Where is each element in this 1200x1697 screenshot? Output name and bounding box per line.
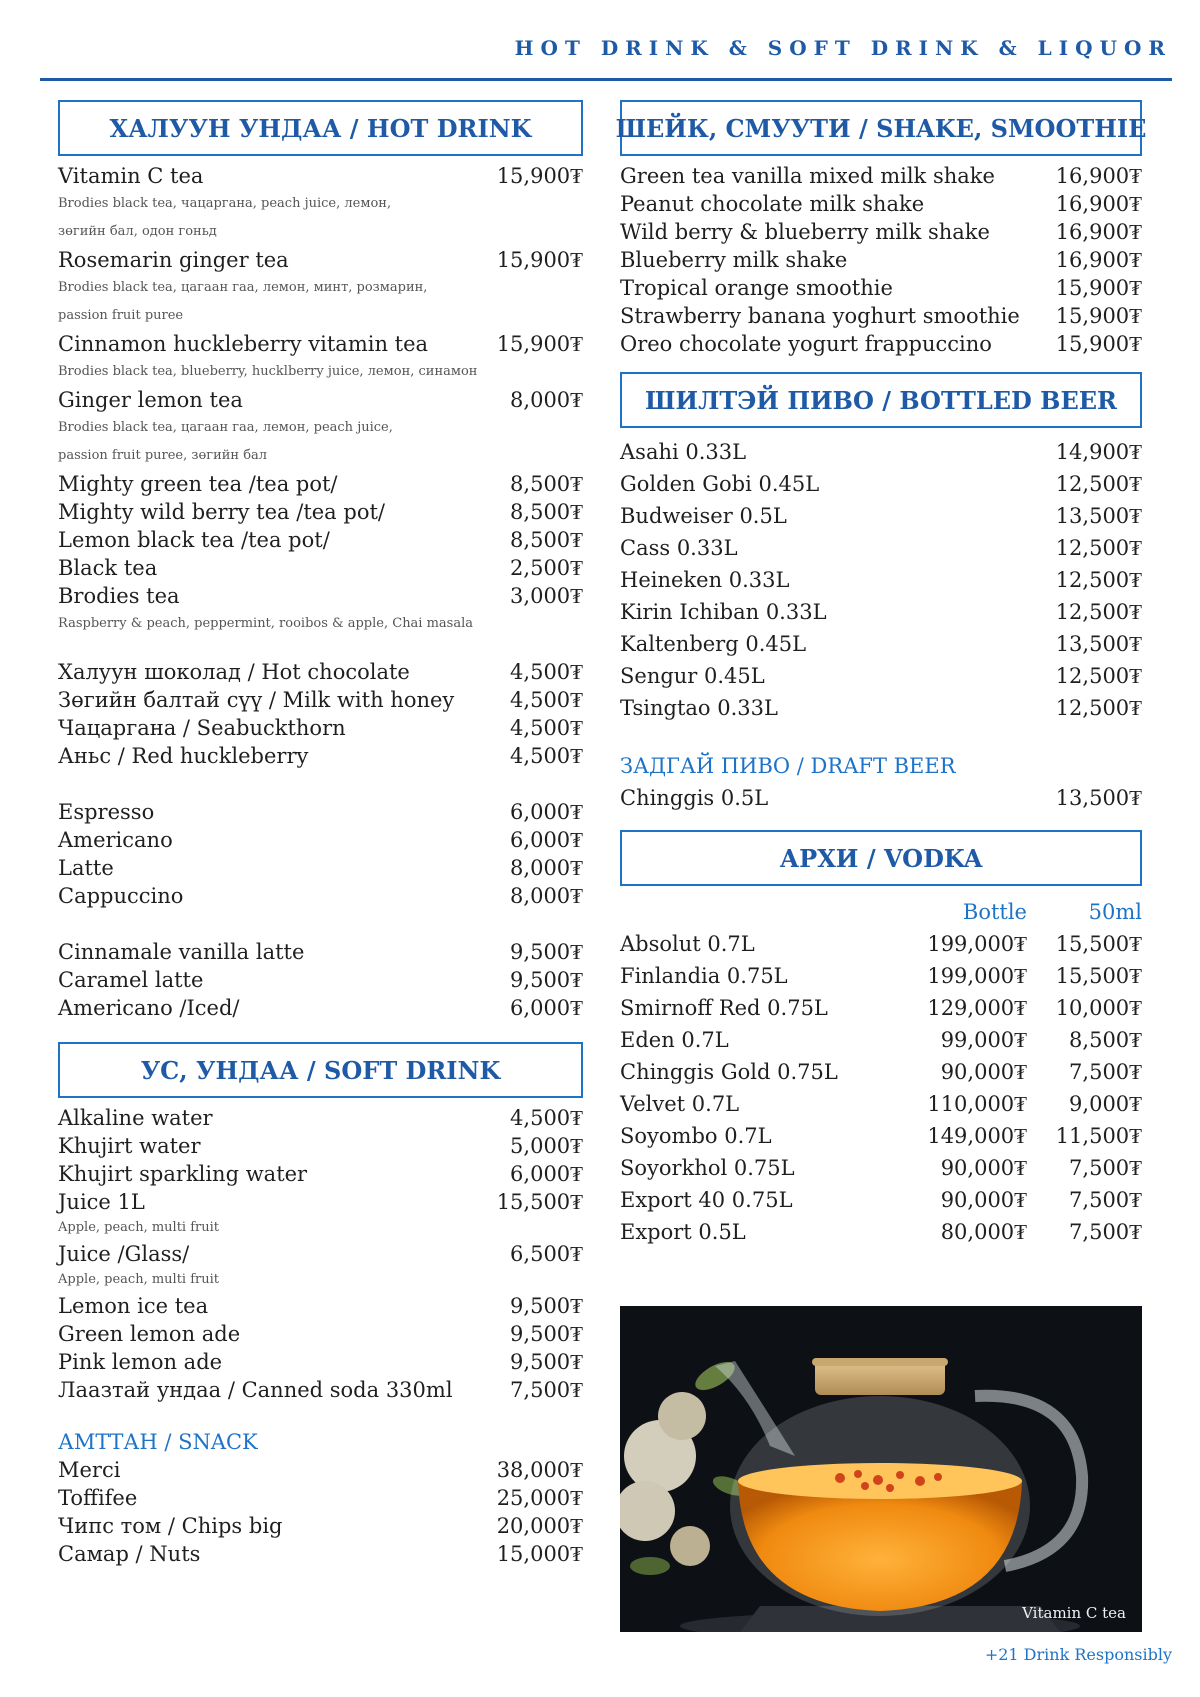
menu-item [58, 1320, 583, 1348]
shot-column-label: 50ml [1088, 900, 1142, 924]
item-description: passion fruit puree, зөгийн бал [58, 448, 268, 463]
coffee-list [58, 798, 583, 910]
item-price: 16,900₮ [1055, 164, 1142, 188]
menu-item [58, 1512, 583, 1540]
shot-price: 9,000₮ [1069, 1092, 1142, 1116]
item-price: 38,000₮ [496, 1458, 583, 1482]
item-name: Eden 0.7L [620, 1028, 729, 1052]
item-name: Americano /Iced/ [58, 996, 240, 1020]
menu-item [58, 330, 583, 358]
item-name: Лаазтай ундаа / Canned soda 330ml [58, 1378, 453, 1402]
teapot-photo [620, 1306, 1142, 1632]
item-name: Export 40 0.75L [620, 1188, 793, 1212]
menu-item [58, 470, 583, 498]
item-name: Kirin Ichiban 0.33L [620, 600, 827, 624]
menu-item [58, 1240, 583, 1268]
vodka-row [620, 960, 1142, 992]
item-name: Mighty wild berry tea /tea pot/ [58, 500, 385, 524]
menu-item [620, 782, 1142, 814]
item-name: Зөгийн балтай сүү / Milk with honey [58, 688, 455, 712]
footer-note: +21 Drink Responsibly [984, 1645, 1172, 1664]
shot-price: 7,500₮ [1069, 1156, 1142, 1180]
item-price: 8,000₮ [510, 856, 583, 880]
bottle-price: 149,000₮ [927, 1124, 1027, 1148]
tea-list [58, 162, 583, 470]
item-price: 9,500₮ [510, 1350, 583, 1374]
shot-price: 11,500₮ [1055, 1124, 1142, 1148]
menu-item [620, 500, 1142, 532]
item-name: Mighty green tea /tea pot/ [58, 472, 338, 496]
item-price: 15,000₮ [496, 1542, 583, 1566]
menu-item [58, 938, 583, 966]
item-description: Apple, peach, multi fruit [58, 1272, 219, 1287]
item-description: Brodies black tea, чацаргана, peach juice, лемон, [58, 196, 392, 211]
item-name: Latte [58, 856, 114, 880]
vodka-row [620, 1152, 1142, 1184]
item-name: Juice 1L [58, 1190, 145, 1214]
left-column [58, 100, 583, 1568]
item-price: 5,000₮ [510, 1134, 583, 1158]
item-name: Khujirt sparkling water [58, 1162, 308, 1186]
menu-item [58, 526, 583, 554]
item-price: 12,500₮ [1055, 696, 1142, 720]
menu-item [58, 994, 583, 1022]
item-name: Alkaline water [58, 1106, 213, 1130]
item-name: Халуун шоколад / Hot chocolate [58, 660, 410, 684]
menu-item [620, 218, 1142, 246]
item-price: 15,900₮ [1055, 332, 1142, 356]
shot-price: 7,500₮ [1069, 1220, 1142, 1244]
bottle-price: 80,000₮ [940, 1220, 1027, 1244]
vodka-table [620, 896, 1142, 1248]
item-name: Green lemon ade [58, 1322, 241, 1346]
item-name: Tsingtao 0.33L [620, 696, 778, 720]
item-name: Cinnamale vanilla latte [58, 940, 305, 964]
vodka-heading: АРХИ / VODKA [620, 830, 1142, 886]
item-price: 12,500₮ [1055, 568, 1142, 592]
item-price: 13,500₮ [1055, 632, 1142, 656]
item-price: 6,000₮ [510, 800, 583, 824]
vodka-row [620, 1088, 1142, 1120]
shot-price: 7,500₮ [1069, 1060, 1142, 1084]
item-name: Peanut chocolate milk shake [620, 192, 925, 216]
menu-item [58, 882, 583, 910]
vodka-row [620, 1216, 1142, 1248]
shot-price: 15,500₮ [1055, 932, 1142, 956]
bottled-beer-list [620, 436, 1142, 724]
item-price: 12,500₮ [1055, 536, 1142, 560]
item-name: Finlandia 0.75L [620, 964, 788, 988]
shake-list [620, 162, 1142, 358]
bottle-column-label: Bottle [962, 900, 1027, 924]
menu-item [58, 582, 583, 610]
item-name: Аньс / Red huckleberry [58, 744, 309, 768]
item-name: Export 0.5L [620, 1220, 746, 1244]
vodka-row [620, 1024, 1142, 1056]
item-name: Cappuccino [58, 884, 184, 908]
page-title: HOT DRINK & SOFT DRINK & LIQUOR [514, 36, 1172, 60]
item-name: Самар / Nuts [58, 1542, 201, 1566]
menu-item [58, 658, 583, 686]
item-price: 16,900₮ [1055, 248, 1142, 272]
item-price: 8,000₮ [510, 884, 583, 908]
item-description: Apple, peach, multi fruit [58, 1220, 219, 1235]
item-price: 25,000₮ [496, 1486, 583, 1510]
item-name: Tropical orange smoothie [620, 276, 893, 300]
item-name: Budweiser 0.5L [620, 504, 787, 528]
vodka-row [620, 992, 1142, 1024]
bottle-price: 90,000₮ [940, 1060, 1027, 1084]
menu-item [58, 1188, 583, 1216]
item-name: Blueberry milk shake [620, 248, 848, 272]
item-name: Cinnamon huckleberry vitamin tea [58, 332, 429, 356]
item-price: 13,500₮ [1055, 786, 1142, 810]
item-description: passion fruit puree [58, 308, 184, 323]
item-description: Brodies black tea, цагаан гаа, лемон, минт, розмарин, [58, 280, 428, 295]
menu-item [620, 596, 1142, 628]
item-name: Smirnoff Red 0.75L [620, 996, 828, 1020]
menu-item [58, 1484, 583, 1512]
menu-item [58, 686, 583, 714]
item-name: Pink lemon ade [58, 1350, 223, 1374]
menu-item [620, 274, 1142, 302]
specialty-coffee-list [58, 938, 583, 1022]
menu-item [58, 386, 583, 414]
menu-item [58, 798, 583, 826]
menu-item [58, 1132, 583, 1160]
item-name: Чипс том / Chips big [58, 1514, 283, 1538]
menu-item [620, 190, 1142, 218]
menu-item [58, 742, 583, 770]
shot-price: 10,000₮ [1055, 996, 1142, 1020]
menu-item [58, 162, 583, 190]
item-price: 4,500₮ [510, 688, 583, 712]
snack-section [58, 1428, 583, 1568]
item-name: Chinggis 0.5L [620, 786, 769, 810]
item-name: Soyombo 0.7L [620, 1124, 772, 1148]
menu-item [620, 468, 1142, 500]
item-price: 15,900₮ [496, 248, 583, 272]
bottled-beer-heading: ШИЛТЭЙ ПИВО / BOTTLED BEER [620, 372, 1142, 428]
soft-drink-list [58, 1104, 583, 1404]
shot-price: 15,500₮ [1055, 964, 1142, 988]
item-name: Strawberry banana yoghurt smoothie [620, 304, 1020, 328]
item-name: Khujirt water [58, 1134, 201, 1158]
item-name: Soyorkhol 0.75L [620, 1156, 795, 1180]
bottle-price: 129,000₮ [927, 996, 1027, 1020]
item-name: Lemon black tea /tea pot/ [58, 528, 330, 552]
item-name: Чацаргана / Seabuckthorn [58, 716, 346, 740]
item-name: Chinggis Gold 0.75L [620, 1060, 838, 1084]
menu-item [58, 246, 583, 274]
menu-item [58, 1292, 583, 1320]
item-price: 6,000₮ [510, 996, 583, 1020]
shot-price: 8,500₮ [1069, 1028, 1142, 1052]
menu-item [620, 628, 1142, 660]
item-price: 9,500₮ [510, 1322, 583, 1346]
snack-heading: АМТТАН / SNACK [58, 1430, 258, 1454]
item-name: Americano [58, 828, 173, 852]
item-price: 4,500₮ [510, 716, 583, 740]
item-name: Velvet 0.7L [620, 1092, 740, 1116]
item-price: 12,500₮ [1055, 600, 1142, 624]
item-name: Espresso [58, 800, 155, 824]
menu-item [620, 330, 1142, 358]
bottle-price: 199,000₮ [927, 932, 1027, 956]
item-price: 6,000₮ [510, 828, 583, 852]
item-name: Oreo chocolate yogurt frappuccino [620, 332, 992, 356]
menu-item [58, 1104, 583, 1132]
soft-drink-heading: УС, УНДАА / SOFT DRINK [58, 1042, 583, 1098]
item-price: 12,500₮ [1055, 664, 1142, 688]
item-name: Cass 0.33L [620, 536, 738, 560]
item-name: Golden Gobi 0.45L [620, 472, 820, 496]
item-price: 12,500₮ [1055, 472, 1142, 496]
right-column [615, 100, 1147, 1248]
item-price: 8,000₮ [510, 388, 583, 412]
item-price: 9,500₮ [510, 1294, 583, 1318]
item-name: Rosemarin ginger tea [58, 248, 289, 272]
menu-item [58, 498, 583, 526]
vodka-column-header [620, 896, 1142, 928]
page-header [40, 36, 1172, 81]
item-description: Raspberry & peach, peppermint, rooibos & apple, Chai masala [58, 616, 474, 631]
menu-item [58, 554, 583, 582]
item-price: 2,500₮ [510, 556, 583, 580]
menu-item [620, 564, 1142, 596]
menu-item [620, 436, 1142, 468]
item-name: Ginger lemon tea [58, 388, 243, 412]
item-price: 9,500₮ [510, 968, 583, 992]
item-price: 8,500₮ [510, 472, 583, 496]
warm-drink-list [58, 658, 583, 770]
item-name: Sengur 0.45L [620, 664, 765, 688]
item-price: 15,900₮ [496, 332, 583, 356]
item-name: Brodies tea [58, 584, 180, 608]
item-name: Absolut 0.7L [620, 932, 755, 956]
vodka-row [620, 1120, 1142, 1152]
menu-item [58, 854, 583, 882]
item-price: 4,500₮ [510, 660, 583, 684]
menu-item [58, 1348, 583, 1376]
bottle-price: 110,000₮ [927, 1092, 1027, 1116]
menu-item [58, 1540, 583, 1568]
item-name: Merci [58, 1458, 121, 1482]
item-name: Heineken 0.33L [620, 568, 790, 592]
item-price: 4,500₮ [510, 1106, 583, 1130]
menu-item [620, 532, 1142, 564]
bottle-price: 90,000₮ [940, 1156, 1027, 1180]
item-price: 6,500₮ [510, 1242, 583, 1266]
vodka-row [620, 928, 1142, 960]
item-price: 14,900₮ [1055, 440, 1142, 464]
menu-item [58, 1456, 583, 1484]
item-price: 7,500₮ [510, 1378, 583, 1402]
item-name: Green tea vanilla mixed milk shake [620, 164, 995, 188]
item-price: 15,900₮ [496, 164, 583, 188]
item-name: Toffifee [58, 1486, 138, 1510]
bottle-price: 90,000₮ [940, 1188, 1027, 1212]
item-price: 13,500₮ [1055, 504, 1142, 528]
item-name: Wild berry & blueberry milk shake [620, 220, 990, 244]
item-price: 8,500₮ [510, 528, 583, 552]
draft-beer-heading: ЗАДГАЙ ПИВО / DRAFT BEER [620, 754, 956, 778]
shake-heading: ШЕЙК, СМУУТИ / SHAKE, SMOOTHIE [620, 100, 1142, 156]
vodka-row [620, 1056, 1142, 1088]
item-name: Black tea [58, 556, 158, 580]
item-price: 9,500₮ [510, 940, 583, 964]
item-name: Lemon ice tea [58, 1294, 209, 1318]
item-name: Kaltenberg 0.45L [620, 632, 807, 656]
menu-item [58, 1160, 583, 1188]
vodka-row [620, 1184, 1142, 1216]
item-price: 3,000₮ [510, 584, 583, 608]
item-name: Asahi 0.33L [620, 440, 747, 464]
item-name: Caramel latte [58, 968, 204, 992]
menu-item [620, 660, 1142, 692]
draft-beer-section [620, 750, 1142, 814]
item-name: Juice /Glass/ [58, 1242, 190, 1266]
bottle-price: 199,000₮ [927, 964, 1027, 988]
item-price: 8,500₮ [510, 500, 583, 524]
photo-caption: Vitamin C tea [1022, 1604, 1126, 1622]
item-price: 6,000₮ [510, 1162, 583, 1186]
item-price: 20,000₮ [496, 1514, 583, 1538]
menu-item [620, 162, 1142, 190]
menu-item [58, 1376, 583, 1404]
item-price: 15,900₮ [1055, 304, 1142, 328]
item-price: 4,500₮ [510, 744, 583, 768]
item-description: Brodies black tea, цагаан гаа, лемон, peach juice, [58, 420, 393, 435]
menu-item [58, 714, 583, 742]
hot-drink-heading: ХАЛУУН УНДАА / HOT DRINK [58, 100, 583, 156]
teapot-illustration [620, 1306, 1142, 1632]
item-price: 16,900₮ [1055, 220, 1142, 244]
menu-item [58, 966, 583, 994]
shot-price: 7,500₮ [1069, 1188, 1142, 1212]
menu-item [620, 302, 1142, 330]
item-price: 16,900₮ [1055, 192, 1142, 216]
menu-item [620, 692, 1142, 724]
tea-pot-list [58, 470, 583, 638]
item-price: 15,900₮ [1055, 276, 1142, 300]
item-description: зөгийн бал, одон гоньд [58, 224, 217, 239]
menu-item [58, 826, 583, 854]
menu-item [620, 246, 1142, 274]
item-name: Vitamin C tea [58, 164, 204, 188]
bottle-price: 99,000₮ [940, 1028, 1027, 1052]
item-price: 15,500₮ [496, 1190, 583, 1214]
item-description: Brodies black tea, blueberry, hucklberry juice, лемон, синамон [58, 364, 478, 379]
